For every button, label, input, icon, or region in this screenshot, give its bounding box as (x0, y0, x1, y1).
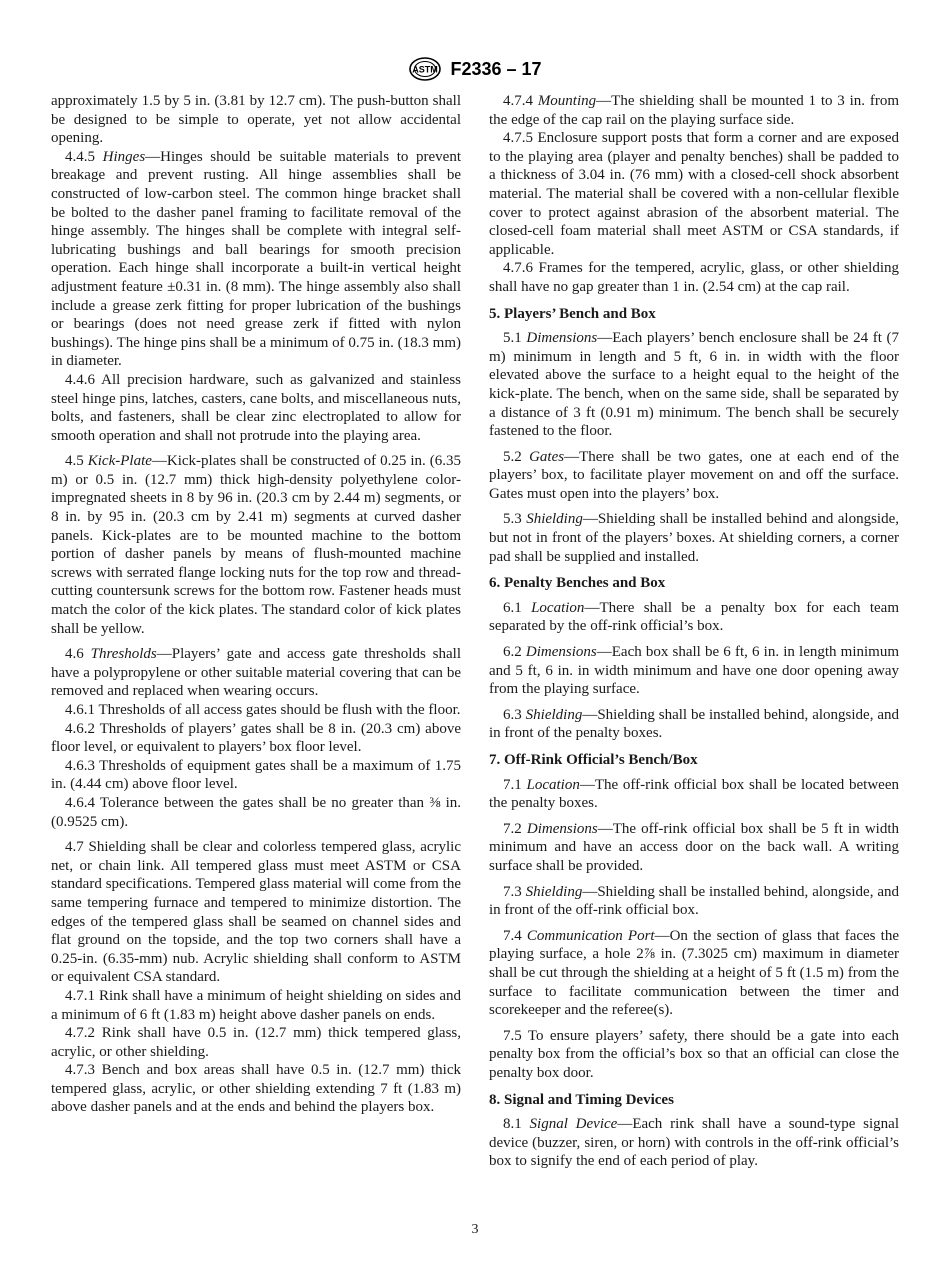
paragraph (51, 92, 461, 148)
clause-number: 4.7.5 (503, 130, 538, 147)
clause-title: Shielding (525, 706, 583, 723)
section-heading: 5. Players’ Bench and Box (489, 305, 656, 322)
clause-number: 4.6.1 (65, 702, 99, 718)
clause-text: —Shielding shall be installed behind, alongside, and in front of the off-rink official box. (489, 883, 899, 919)
clause-text: Rink shall have 0.5 in. (12.7 mm) thick tempered glass, acrylic, or other shielding. (51, 1025, 462, 1060)
clause-number: 6.2 (503, 644, 526, 661)
clause-number: 4.7.6 (503, 260, 539, 277)
paragraph (489, 448, 899, 504)
clause-title: Dimensions (526, 330, 598, 347)
clause-text: —Kick-plates shall be constructed of 0.25 in. (6.35 m) or 0.5 in. (12.7 mm) thick high-density polyethylene color-impregnated sheets in 8 by 96 in. (20.3 cm by 2.44 m) segments, or 8 in. by 95 in. (20.3 cm by 2.41 m) segments at curved dasher panels. Kick-plates are to be mounted machine to the bottom portion of dasher panels by means of flush-mounted machine screws with serrated flange locking nuts for the top row and thread-cutting countersunk screws for the bottom row. Fastener heads must match the color of the kick plates. The standard color of kick plates shall be yellow. (51, 453, 461, 637)
clause-number: 6.1 (503, 599, 532, 616)
clause-title: Location (531, 599, 585, 616)
clause-number: 4.4.5 (65, 148, 103, 165)
clause-text: All precision hardware, such as galvanized and stainless steel hinge pins, latches, casters, cane bolts, and miscellaneous nuts, bolts, and fasteners, shall be clear zinc electroplated to allow for smooth operation and shall not protrude into the playing area. (51, 371, 461, 444)
paragraph (489, 1115, 899, 1171)
paragraph (489, 820, 899, 876)
section-heading: 7. Off-Rink Official’s Bench/Box (489, 752, 698, 768)
clause-number: 4.7.2 (65, 1025, 102, 1042)
clause-text: To ensure players’ safety, there should be a gate into each penalty box from the official’s box so that an official can close the penalty box door. (489, 1027, 899, 1081)
clause-number: 4.5 (65, 453, 88, 470)
clause-number: 4.6 (65, 646, 91, 663)
clause-title: Kick-Plate (87, 453, 152, 470)
clause-number: 7.1 (503, 776, 527, 793)
paragraph (51, 452, 461, 638)
paragraph (489, 776, 899, 813)
clause-text: —Players’ gate and access gate thresholds shall have a polypropylene or other suitable material covering that can be removed and replaced when wearing occurs. (51, 646, 462, 700)
svg-text:ASTM: ASTM (412, 64, 439, 75)
clause-number: 7.3 (503, 883, 526, 900)
page-header (0, 56, 950, 82)
clause-number: 5.1 (503, 330, 527, 347)
clause-text: Thresholds of equipment gates shall be a maximum of 1.75 in. (4.44 cm) above floor level. (51, 757, 461, 793)
clause-text: Rink shall have a minimum of height shielding on sides and a minimum of 6 ft (1.83 m) height above dasher panels on ends. (51, 987, 461, 1023)
clause-text: Thresholds of players’ gates shall be 8 in. (20.3 cm) above floor level, or equivalent to players’ box floor level. (51, 720, 461, 756)
left-column (51, 92, 461, 1117)
paragraph (51, 1061, 461, 1117)
clause-number: 4.6.4 (65, 794, 100, 811)
document-id: F2336 – 17 (450, 58, 542, 79)
clause-title: Thresholds (90, 646, 157, 663)
clause-text: —Shielding shall be installed behind, alongside, and in front of the penalty boxes. (489, 706, 899, 742)
astm-logo-icon (408, 56, 442, 82)
paragraph (51, 371, 461, 445)
section-heading: 6. Penalty Benches and Box (489, 575, 666, 592)
clause-text: —On the section of glass that faces the playing surface, a hole 2⅞ in. (7.3025 cm) maximum in diameter shall be cut through the shielding at a height of 5 ft (1.5 m) from the surface to facilitate communication between the timer and scorekeeper and the referee(s). (489, 927, 900, 1019)
clause-text: —The shielding shall be mounted 1 to 3 in. from the edge of the cap rail on the playing surface side. (489, 93, 899, 128)
clause-text: —The off-rink official box shall be located between the penalty boxes. (489, 776, 900, 812)
clause-text: Thresholds of all access gates should be flush with the floor. (98, 702, 461, 718)
clause-text: Frames for the tempered, acrylic, glass, or other shielding shall have no gap greater than 1 in. (2.54 cm) at the cap rail. (489, 260, 899, 295)
clause-text: Bench and box areas shall have 0.5 in. (12.7 mm) thick tempered glass, acrylic, or other shielding extending 7 ft (1.83 m) above dasher panels and at the ends and behind the players box. (51, 1062, 461, 1116)
clause-number: 4.6.2 (65, 720, 100, 737)
paragraph (51, 794, 461, 831)
paragraph (51, 701, 461, 720)
paragraph (489, 259, 899, 296)
clause-title: Shielding (526, 511, 583, 528)
clause-title: Shielding (525, 883, 583, 900)
clause-text: —The off-rink official box shall be 5 ft in width minimum and have an access door on the back wall. A writing surface shall be provided. (489, 820, 899, 874)
paragraph (489, 599, 899, 636)
right-column (489, 92, 899, 1171)
paragraph (489, 510, 899, 566)
clause-title: Dimensions (526, 820, 598, 837)
section-heading: 8. Signal and Timing Devices (489, 1091, 674, 1108)
clause-title: Location (526, 776, 580, 793)
clause-text: —Each players’ bench enclosure shall be 24 ft (7 m) minimum in length and 5 ft, 6 in. in width with the floor elevated above the surface to a height equal to the height of the kick-plate. The bench, when on the same side, shall be separated by a distance of 3 ft (0.91 m) minimum. The bench shall be securely fastened to the floor. (489, 330, 900, 440)
paragraph (51, 148, 461, 371)
paragraph (489, 883, 899, 920)
paragraph (51, 757, 461, 794)
clause-number: 7.2 (503, 820, 527, 837)
paragraph (489, 1027, 899, 1083)
clause-title: Communication Port (526, 927, 655, 944)
clause-number: 4.7.4 (503, 93, 538, 109)
clause-text: approximately 1.5 by 5 in. (3.81 by 12.7 cm). The push-button shall be designed to be simple to operate, yet not allow accidental opening. (51, 93, 461, 147)
paragraph (51, 645, 461, 701)
clause-text: Tolerance between the gates shall be no greater than ⅜ in. (0.9525 cm). (51, 794, 462, 830)
paragraph (51, 720, 461, 757)
paragraph (489, 92, 899, 129)
clause-text: —Each box shall be 6 ft, 6 in. in length minimum and 5 ft, 6 in. in width minimum and have one door opening away from the playing surface. (489, 644, 900, 698)
paragraph (51, 838, 461, 987)
clause-number: 7.4 (503, 927, 527, 944)
clause-title: Mounting (537, 93, 597, 109)
clause-number: 8.1 (503, 1116, 530, 1133)
clause-number: 4.6.3 (65, 757, 100, 774)
clause-text: —Each rink shall have a sound-type signal device (buzzer, siren, or horn) with controls in the off-rink official’s box to signify the end of each period of play. (489, 1116, 900, 1170)
clause-number: 4.7.3 (65, 1062, 102, 1079)
clause-title: Signal Device (529, 1116, 618, 1133)
paragraph (489, 706, 899, 743)
clause-text: —There shall be two gates, one at each end of the players’ box, to facilitate player movement on and off the surface. Gates must open into the players’ box. (489, 448, 900, 502)
clause-text: —Shielding shall be installed behind and alongside, but not in front of the players’ boxes. At shielding corners, a corner pad shall be supplied and installed. (489, 511, 899, 565)
paragraph (489, 129, 899, 259)
clause-text: Shielding shall be clear and colorless tempered glass, acrylic net, or chain link. All tempered glass must meet ASTM or CSA standard specifications. Tempered glass material will come from the same tempering furnace and tempered to minimize distortion. The edges of the tempered glass shall be seamed on channel sides and flat ground on the topside, and the top two corners shall have a 0.25-in. (6.35-mm) nub. Acrylic shielding shall conform to ASTM or equivalent CSA standard. (51, 839, 462, 986)
clause-title: Hinges (102, 148, 146, 165)
clause-number: 5.3 (503, 511, 527, 528)
clause-text: Enclosure support posts that form a corner and are exposed to the playing area (player and penalty benches) shall be padded to a thickness of 3.04 in. (76 mm) with a closed-cell shock absorbent material. The material shall be covered with a non-cellular flexible cover to protect against abrasion of the absorbent material. The closed-cell foam material shall meet ASTM or CSA standards, if applicable. (489, 130, 900, 258)
paragraph (489, 927, 899, 1020)
paragraph (51, 987, 461, 1024)
clause-number: 7.5 (503, 1027, 528, 1044)
clause-text: —Hinges should be suitable materials to prevent breakage and prevent rusting. All hinge assemblies shall be constructed of low-carbon steel. The common hinge bracket shall be bolted to the dasher panel framing to facilitate removal of the hinge assembly. The hinges shall be complete with integral self-lubricating bushings and ball bearings for smooth precision operation. Each hinge shall incorporate a built-in vertical height adjustment feature ±0.31 in. (8 mm). The hinge assembly also shall include a grease zerk fitting for proper lubrication of the bushings or bearings (does not need grease zerk if fitted with nylon bushings). The hinge pins shall be a minimum of 0.75 in. (18.3 mm) in diameter. (51, 148, 462, 370)
clause-title: Gates (529, 448, 565, 465)
page-number: 3 (471, 1222, 479, 1237)
clause-number: 5.2 (503, 448, 530, 465)
paragraph (51, 1024, 461, 1061)
clause-number: 6.3 (503, 706, 526, 723)
paragraph (489, 643, 899, 699)
clause-number: 4.7.1 (65, 987, 99, 1004)
clause-title: Dimensions (525, 644, 597, 661)
clause-text: —There shall be a penalty box for each team separated by the off-rink official’s box. (489, 599, 900, 635)
paragraph (489, 329, 899, 441)
clause-number: 4.7 (65, 839, 89, 856)
clause-number: 4.4.6 (65, 371, 102, 388)
